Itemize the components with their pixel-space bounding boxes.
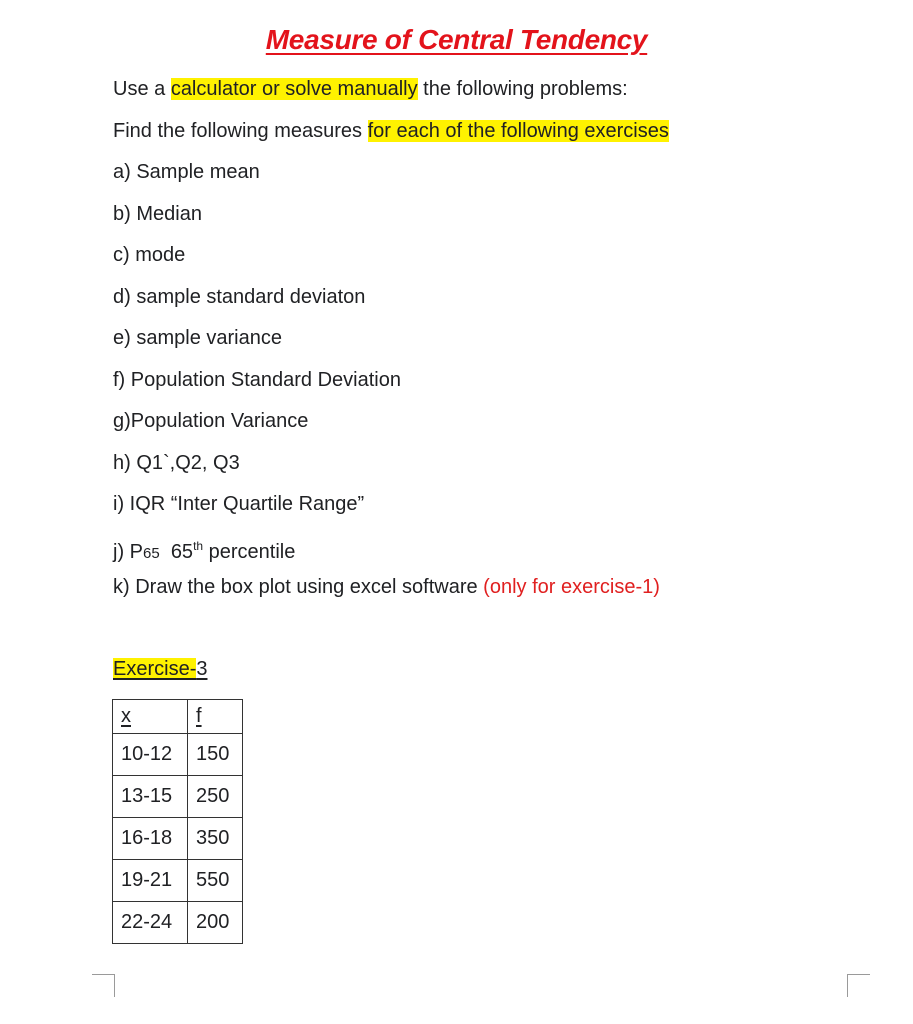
- instruction-2-highlight: for each of the following exercises: [367, 120, 669, 142]
- table-row: [113, 734, 243, 776]
- page-title: Measure of Central Tendency: [265, 24, 648, 55]
- cell-f: 350: [188, 818, 243, 860]
- item-d: d) sample standard deviaton: [113, 286, 366, 308]
- cell-f: 250: [188, 776, 243, 818]
- item-j-superscript: th: [193, 539, 204, 553]
- frequency-table: [112, 699, 243, 944]
- item-h: h) Q1`,Q2, Q3: [113, 452, 240, 474]
- exercise-label-highlight: Exercise-: [113, 658, 197, 680]
- table-row: [113, 860, 243, 902]
- cell-x: 16-18: [113, 818, 188, 860]
- instruction-1-text: Use a: [113, 78, 171, 100]
- header-x: x: [113, 700, 188, 734]
- instruction-2-text: Find the following measures: [113, 120, 368, 142]
- cell-x: 22-24: [113, 902, 188, 944]
- item-g: g)Population Variance: [113, 410, 309, 432]
- item-j-subscript: 65: [143, 545, 160, 562]
- instruction-1-text-end: the following problems:: [417, 78, 628, 100]
- item-k-note: (only for exercise-1): [483, 576, 660, 598]
- item-j-prefix: j) P: [113, 541, 143, 563]
- instruction-line-1: [113, 76, 628, 102]
- item-j-number: 65: [170, 541, 194, 563]
- exercise-label: [113, 656, 207, 682]
- instruction-line-2: [113, 118, 669, 144]
- cell-f: 200: [188, 902, 243, 944]
- item-c: c) mode: [113, 244, 186, 266]
- item-j-text: percentile: [203, 541, 296, 563]
- item-i: i) IQR “Inter Quartile Range”: [113, 493, 365, 515]
- table-row: [113, 776, 243, 818]
- cell-f: 150: [188, 734, 243, 776]
- item-e: e) sample variance: [113, 327, 282, 349]
- item-f: f) Population Standard Deviation: [113, 369, 401, 391]
- item-j: [113, 533, 295, 567]
- item-b: b) Median: [113, 203, 202, 225]
- cell-x: 19-21: [113, 860, 188, 902]
- exercise-label-number: 3: [196, 658, 208, 680]
- page-margin-marker-left: [92, 974, 115, 997]
- item-a: a) Sample mean: [113, 161, 260, 183]
- table-header-row: [113, 700, 243, 734]
- page-margin-marker-right: [847, 974, 870, 997]
- cell-x: 13-15: [113, 776, 188, 818]
- table-row: [113, 902, 243, 944]
- table-row: [113, 818, 243, 860]
- cell-f: 550: [188, 860, 243, 902]
- header-f: f: [188, 700, 243, 734]
- instruction-1-highlight: calculator or solve manually: [170, 78, 418, 100]
- item-k: [113, 574, 660, 600]
- cell-x: 10-12: [113, 734, 188, 776]
- item-k-text: k) Draw the box plot using excel software: [113, 576, 484, 598]
